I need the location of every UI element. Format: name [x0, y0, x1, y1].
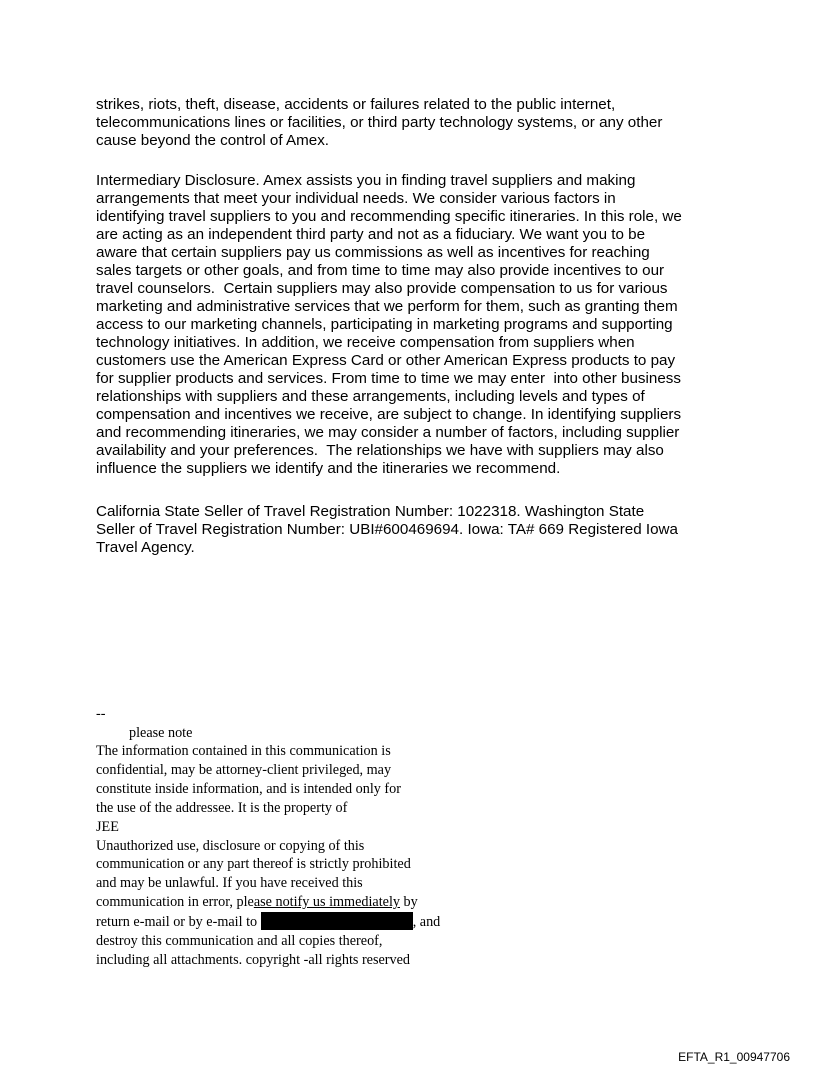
text-line: are acting as an independent third party and not as a fiduciary. We want you to be	[96, 226, 646, 243]
confidentiality-notice	[96, 742, 440, 970]
text-line: identifying travel suppliers to you and recommending specific itineraries. In this role, we	[96, 208, 682, 225]
paragraph-registration-numbers	[96, 503, 678, 557]
text-line: for supplier products and services. From time to time we may enter into other business	[96, 370, 681, 387]
text-line: arrangements that meet your individual needs. We consider various factors in	[96, 190, 616, 207]
paragraph-force-majeure	[96, 96, 662, 150]
paragraph-intermediary-disclosure	[96, 172, 682, 478]
email-text-start: return e-mail or by e-mail to	[96, 914, 261, 931]
text-line: customers use the American Express Card or other American Express products to pay	[96, 352, 676, 369]
document-id-footer: EFTA_R1_00947706	[678, 1050, 790, 1064]
signature-separator: --	[96, 706, 106, 722]
notice-line: destroy this communication and all copies thereof,	[96, 933, 383, 950]
notice-line: including all attachments. copyright -all rights reserved	[96, 951, 411, 968]
text-line: cause beyond the control of Amex.	[96, 132, 330, 149]
text-line: aware that certain suppliers pay us commissions as well as incentives for reaching	[96, 244, 650, 261]
text-line: sales targets or other goals, and from time to time may also provide incentives to our	[96, 262, 665, 279]
redacted-email-block	[261, 912, 413, 930]
notice-line: and may be unlawful. If you have received this	[96, 875, 363, 892]
text-line: Intermediary Disclosure. Amex assists you in finding travel suppliers and making	[96, 172, 636, 189]
notify-text-start: communication in error, ple	[96, 894, 254, 911]
text-line: telecommunications lines or facilities, or third party technology systems, or any other	[96, 114, 663, 131]
text-line: Travel Agency.	[96, 539, 195, 556]
notice-line-notify	[96, 893, 440, 912]
notice-line: Unauthorized use, disclosure or copying of this	[96, 837, 365, 854]
text-line: marketing and administrative services that we perform for them, such as granting them	[96, 298, 678, 315]
notice-line: the use of the addressee. It is the property of	[96, 799, 348, 816]
email-text-end: , and	[412, 914, 441, 931]
text-line: access to our marketing channels, participating in marketing programs and supporting	[96, 316, 673, 333]
notice-line: JEE	[96, 818, 119, 835]
notice-line: constitute inside information, and is intended only for	[96, 780, 401, 797]
notice-line: The information contained in this communication is	[96, 743, 391, 759]
text-line: travel counselors. Certain suppliers may also provide compensation to us for various	[96, 280, 668, 297]
text-line: strikes, riots, theft, disease, accidents or failures related to the public internet,	[96, 96, 616, 113]
signature-note-heading: please note	[129, 725, 193, 741]
notice-line: confidential, may be attorney-client privileged, may	[96, 761, 392, 778]
notify-text-end: by	[400, 894, 418, 911]
text-line: and recommending itineraries, we may consider a number of factors, including supplier	[96, 424, 680, 441]
text-line: relationships with suppliers and these arrangements, including levels and types of	[96, 388, 645, 405]
text-line: Seller of Travel Registration Number: UBI#600469694. Iowa: TA# 669 Registered Iowa	[96, 521, 678, 538]
text-line: influence the suppliers we identify and the itineraries we recommend.	[96, 460, 561, 477]
text-line: compensation and incentives we receive, are subject to change. In identifying suppliers	[96, 406, 682, 423]
text-line: California State Seller of Travel Registration Number: 1022318. Washington State	[96, 503, 645, 520]
text-line: availability and your preferences. The relationships we have with suppliers may also	[96, 442, 664, 459]
text-line: technology initiatives. In addition, we receive compensation from suppliers when	[96, 334, 635, 351]
notice-line-email	[96, 912, 440, 932]
notice-line: communication or any part thereof is strictly prohibited	[96, 856, 411, 873]
notify-underlined-text: ase notify us immediately	[253, 894, 400, 911]
